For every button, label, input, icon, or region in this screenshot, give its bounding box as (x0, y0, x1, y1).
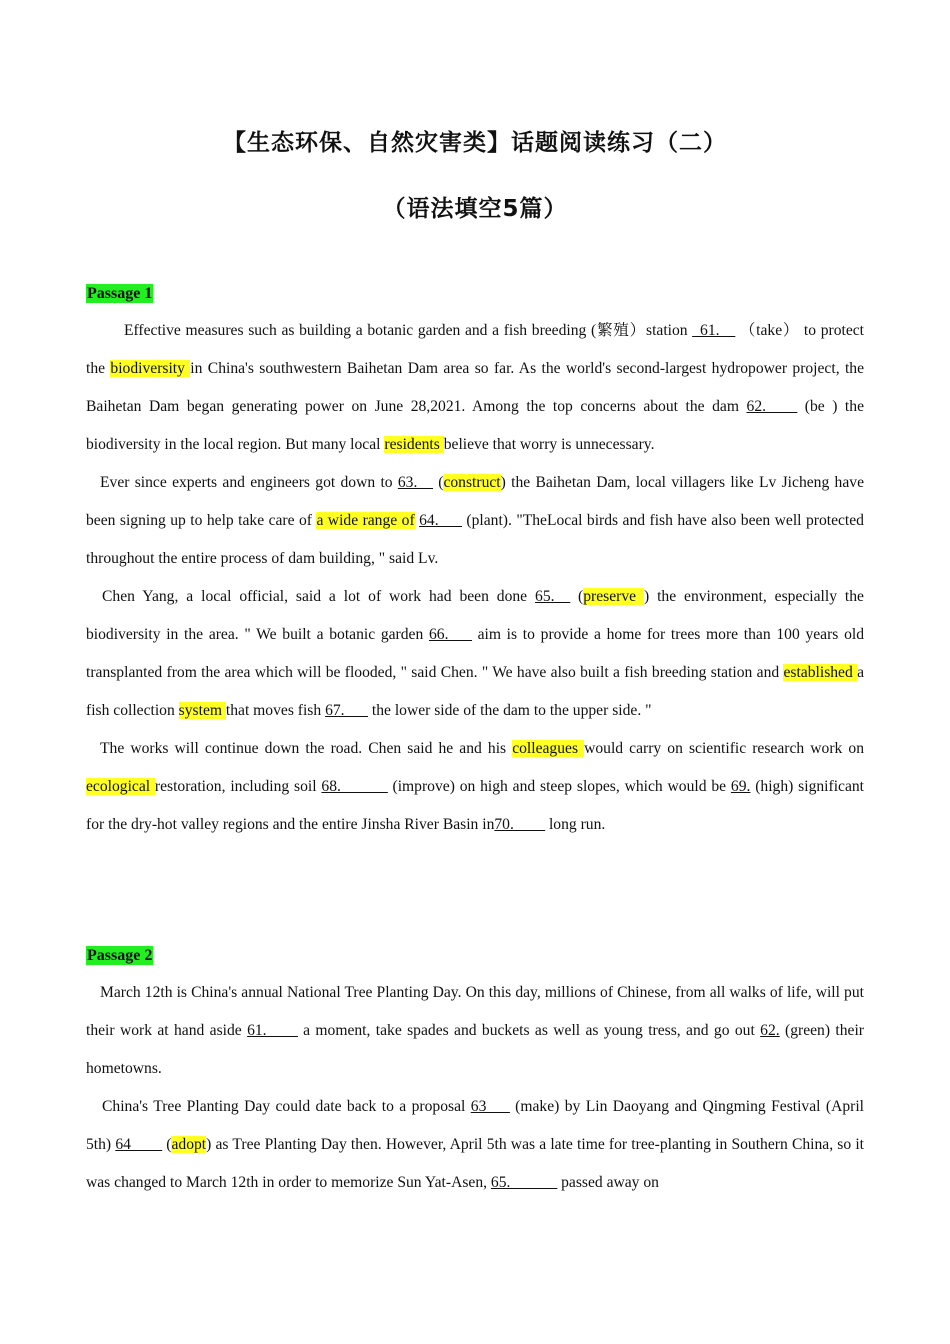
passage-2-heading: Passage 2 (87, 947, 153, 964)
blank-69: 69. (730, 778, 751, 795)
blank-68: 68.______ (321, 778, 388, 795)
blank-62: 62.____ (746, 398, 798, 415)
document-subtitle: （语法填空5篇） (382, 196, 568, 222)
blank-p2-62: 62. (760, 1022, 780, 1039)
passage-1-paragraph-4: The works will continue down the road. Chen said he and his colleagues would carry on scientific research work on ecological restoration, including soil 68.______ (improve) on high and steep slopes, which would be 69. (high) significant for the dry-hot valley regions and the entire Jinsha River Basin in70.____ long run. (86, 740, 864, 833)
blank-p2-64: 64____ (115, 1136, 163, 1153)
blank-64: 64.___ (419, 512, 462, 529)
highlight-construct: construct (443, 474, 501, 491)
highlight-ecological: ecological (86, 778, 155, 795)
highlight-adopt: adopt (171, 1136, 207, 1153)
highlight-colleagues: colleagues (512, 740, 585, 757)
blank-p2-63: 63___ (470, 1098, 510, 1115)
highlight-residents: residents (384, 436, 444, 453)
passage-1-paragraph-2: Ever since experts and engineers got down to 63.__ (construct) the Baihetan Dam, local villagers like Lv Jicheng have been signing up to help take care of a wide range of 64.___ (plant). "TheLocal birds and fish have also been well protected throughout the entire process of dam building, " said Lv. (86, 474, 864, 567)
blank-63: 63.__ (397, 474, 433, 491)
blank-p2-65: 65.______ (490, 1174, 558, 1191)
blank-61: _61.__ (692, 322, 736, 339)
passage-2 (86, 938, 864, 1202)
passage-1-paragraph-1: Effective measures such as building a botanic garden and a fish breeding (繁殖）station _61.__ （take） to protect the biodiversity in China's southwestern Baihetan Dam area so far. As the world's second-largest hydropower project, the Baihetan Dam began generating power on June 28,2021. Among the top concerns about the dam 62.____ (be ) the biodiversity in the local region. But many local residents believe that worry is unnecessary. (86, 322, 865, 453)
blank-67: 67.___ (325, 702, 368, 719)
passage-1-heading: Passage 1 (87, 285, 153, 302)
passage-2-paragraph-2: China's Tree Planting Day could date back to a proposal 63___ (make) by Lin Daoyang and Qingming Festival (April 5th) 64____ (adopt) as Tree Planting Day then. However, April 5th was a late time for tree-planting in Southern China, so it was changed to March 12th in order to memorize Sun Yat-Asen, 65.______ passed away on (86, 1098, 864, 1191)
highlight-preserve: preserve (583, 588, 644, 605)
blank-70: 70.____ (494, 816, 546, 833)
document-title: 【生态环保、自然灾害类】话题阅读练习（二） (223, 130, 727, 156)
passage-1 (86, 276, 864, 844)
blank-65: 65.__ (535, 588, 571, 605)
blank-p2-61: 61.____ (247, 1022, 298, 1039)
highlight-a-wide-range-of: a wide range of (316, 512, 415, 529)
blank-66: 66.___ (428, 626, 472, 643)
highlight-system: system (178, 702, 226, 719)
passage-1-paragraph-3: Chen Yang, a local official, said a lot of work had been done 65.__ (preserve ) the environment, especially the biodiversity in the area. " We built a botanic garden 66.___ aim is to provide a home for trees more than 100 years old transplanted from the area which will be flooded, " said Chen. " We have also built a fish breeding station and established a fish collection system that moves fish 67.___ the lower side of the dam to the upper side. " (86, 588, 865, 719)
passage-2-paragraph-1: March 12th is China's annual National Tree Planting Day. On this day, millions of Chinese, from all walks of life, will put their work at hand aside 61.____ a moment, take spades and buckets as well as young tress, and go out 62. (green) their hometowns. (86, 984, 864, 1077)
highlight-established: established (783, 664, 858, 681)
highlight-biodiversity: biodiversity (110, 360, 191, 377)
